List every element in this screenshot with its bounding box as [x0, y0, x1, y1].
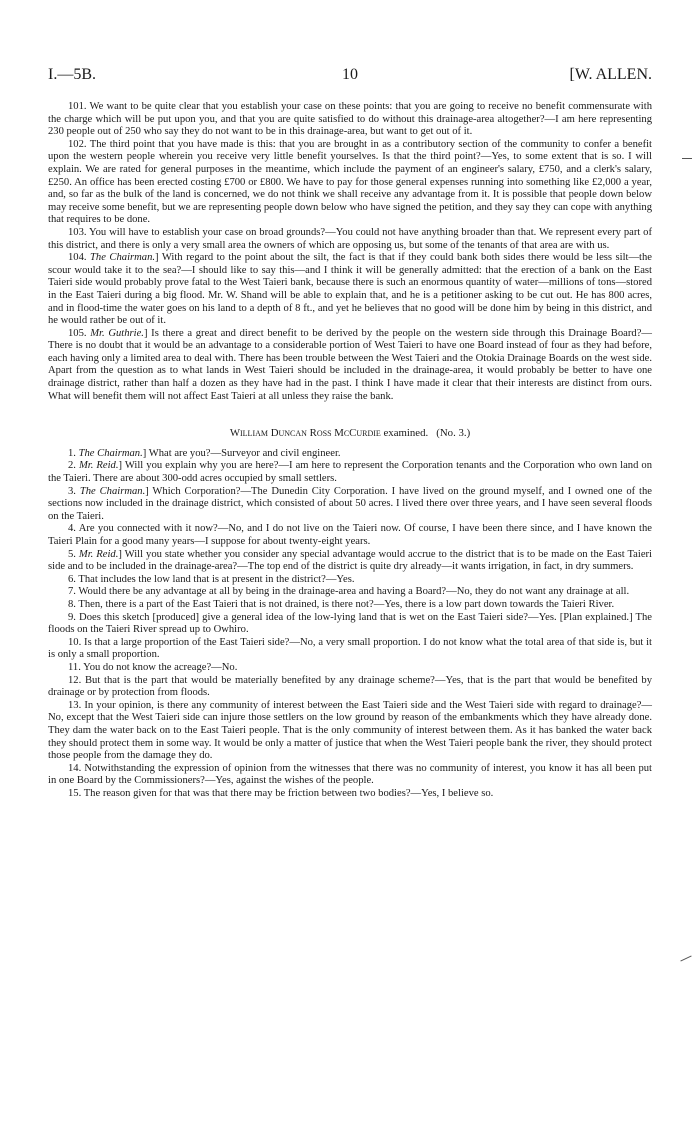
witness-name: William Duncan Ross McCurdie — [229, 427, 381, 440]
speaker-name: Mr. Reid. — [78, 460, 119, 472]
question-paragraph — [48, 700, 652, 763]
header-series-ref: I.—5B. — [48, 66, 96, 83]
paragraph-text: ] Will you explain why you are here?—I am here to represent the Corporation tenants and the Corporation who own land on the Taieri. There are about 300-odd acres occupied by small settlers. — [48, 460, 652, 485]
question-paragraph — [48, 252, 652, 328]
question-paragraph — [48, 637, 652, 662]
document-body — [48, 101, 652, 800]
question-paragraph — [48, 599, 652, 612]
paragraph-text: ] Which Corporation?—The Dunedin City Corporation. I have lived on the ground myself, and I owned one of the sections now included in the drainage district, which consisted of about 50 acres. I lived there over three years, and I have seen several floods on the Taieri. — [48, 485, 652, 522]
question-paragraph — [48, 460, 652, 485]
question-number: 105. — [68, 327, 91, 339]
page-header — [48, 66, 652, 88]
paragraph-text: 103. You will have to establish your case on broad grounds?—You could not have anything broader than that. We represent every part of this district, and there is only a very small area the owners of which are opposing us, but some of the tenants of that area are with us. — [48, 226, 652, 251]
page-number: 10 — [342, 66, 358, 83]
question-number: 104. — [68, 252, 91, 264]
paragraph-text: 12. But that is the part that would be materially benefited by any drainage scheme?—Yes, that is the part that would be benefited by drainage or by protection from floods. — [48, 674, 652, 699]
paragraph-text: ] Will you state whether you consider any special advantage would accrue to the district that is to be made on the East Taieri side and to be included in the drainage-area?—The top end of the district is quite dry already—it wants irrigation, in fact, in dry summers. — [48, 548, 652, 573]
paragraph-text: ] What are you?—Surveyor and civil engineer. — [142, 447, 341, 459]
speaker-name: Mr. Reid. — [78, 548, 119, 560]
margin-mark — [682, 158, 692, 159]
paragraph-text: ] With regard to the point about the silt, the fact is that if they could bank both sides there would be less silt—the scour would take it to the sea?—I should like to say this—and I think it will be generally admitted: that the erection of a bank on the East Taieri side would probably prove fatal to the West Taieri bank, because there is such an enormous quantity of water—millions of tons—stored in the East Taieri during a big flood. Mr. W. Shand will be able to explain that, and he is a petitioner asking to be cut out. He has 800 acres, and in flood-time the water goes on his land to a depth of 8 ft., and yet he believes that no good will be done him by being in this district, and he would rather be out of it. — [48, 252, 652, 327]
paragraph-text: 6. That includes the low land that is at present in the district?—Yes. — [68, 573, 355, 585]
question-paragraph — [48, 763, 652, 788]
paragraph-text: 7. Would there be any advantage at all by being in the drainage-area and having a Board?—No, they do not want any drainage at all. — [68, 586, 630, 598]
question-number: 1. — [68, 447, 79, 459]
paragraph-text: 15. The reason given for that was that there may be friction between two bodies?—Yes, I believe so. — [68, 787, 494, 799]
margin-mark — [680, 956, 691, 962]
question-paragraph — [48, 574, 652, 587]
witness-heading — [48, 427, 652, 440]
paragraph-text: 10. Is that a large proportion of the East Taieri side?—No, a very small proportion. I do not know what the total area of that side is, but it is only a small proportion. — [48, 636, 652, 661]
paragraph-text: 14. Notwithstanding the expression of opinion from the witnesses that there was no community of interest, you know it has all been put in one Board by the Commissioners?—Yes, against the wishes of the people. — [48, 762, 652, 787]
question-paragraph — [48, 612, 652, 637]
question-paragraph — [48, 662, 652, 675]
question-paragraph — [48, 523, 652, 548]
question-paragraph — [48, 586, 652, 599]
question-paragraph — [48, 139, 652, 227]
paragraph-text: 11. You do not know the acreage?—No. — [68, 661, 238, 673]
witness-number: (No. 3.) — [436, 427, 471, 440]
question-paragraph — [48, 101, 652, 139]
speaker-name: The Chairman. — [78, 447, 143, 459]
paragraph-text: 102. The third point that you have made is this: that you are brought in as a contributory section of the community to confer a benefit upon the western people wherein you receive very little benefit yourselves. Is that the third point?—Yes, to some extent that is so. I will explain. We are rated for general purposes in the meantime, which include the payment of an engineer's salary, £750, and a clerk's salary, £250. An office has been erected costing £700 or £800. We have to pay for those general expenses running into something like £2,000 a year, and, so far as the bulk of the land is concerned, we do not think we shall receive any advantage from it. It is possible that people down below may receive some benefit, but we are representing people down below who have signed the petition, and they say they can cope with anything that requires to be done. — [48, 138, 652, 226]
testimony-allen — [48, 101, 652, 403]
question-number: 3. — [68, 485, 80, 497]
paragraph-text: 8. Then, there is a part of the East Taieri that is not drained, is there not?—Yes, there is a low part down towards the Taieri River. — [68, 598, 615, 610]
paragraph-text: 9. Does this sketch [produced] give a general idea of the low-lying land that is wet on the East Taieri side?—Yes. [Plan explained.] The floods on the Taieri River spread up to Owhiro. — [48, 611, 652, 636]
paragraph-text: ] Is there a great and direct benefit to be derived by the people on the western side through this Drainage Board?—There is no doubt that it would be an advantage to a considerable portion of West Taieri to have one Board instead of four as they had before, each having only a limited area to deal with. There has been trouble between the West Taieri and the Otokia Drainage Boards on the west side. Apart from the question as to what lands in West Taieri should be included in the drainage-area, it would probably be better to have one drainage district, rather than half a dozen as they have had in the past. I think I have made it clear that their interests are distinct from ours. What will benefit them will not affect East Taieri at all unless they raise the bank. — [48, 327, 652, 402]
speaker-name: Mr. Guthrie. — [90, 327, 144, 339]
speaker-name: The Chairman. — [79, 485, 146, 497]
question-number: 2. — [68, 460, 79, 472]
speaker-name: The Chairman. — [90, 252, 156, 264]
question-paragraph — [48, 549, 652, 574]
paragraph-text: 13. In your opinion, is there any community of interest between the East Taieri side and the West Taieri side with regard to drainage?—No, except that the West Taieri side can injure those settlers on the low ground by reason of the embankments which they have already done. They dam the water back on to the East Taieri people. That is the only community of interest between them. As it has banked the water back they should protect them in some way. It would be only a matter of justice that when the West Taieri people bank the river, they should protect those people from the damage they do. — [48, 699, 652, 762]
question-paragraph — [48, 675, 652, 700]
question-paragraph — [48, 448, 652, 461]
witness-status: examined. — [383, 427, 429, 440]
question-number: 5. — [68, 548, 79, 560]
header-witness-ref: [W. ALLEN. — [569, 66, 652, 83]
question-paragraph — [48, 486, 652, 524]
question-paragraph — [48, 227, 652, 252]
question-paragraph — [48, 788, 652, 801]
paragraph-text: 4. Are you connected with it now?—No, and I do not live on the Taieri now. Of course, I have been there since, and I have known the Taieri Plain for a good many years—I suppose for about twenty-eight years. — [48, 523, 652, 547]
testimony-mccurdie — [48, 448, 652, 801]
paragraph-text: 101. We want to be quite clear that you establish your case on these points: that you are going to receive no benefit commensurate with the charge which will be put upon you, and that you are quite satisfied to do without this drainage-area altogether?—I am here representing 230 people out of 250 who say they do not want to be in this drainage-area, but want to get out of it. — [48, 101, 652, 138]
question-paragraph — [48, 328, 652, 404]
